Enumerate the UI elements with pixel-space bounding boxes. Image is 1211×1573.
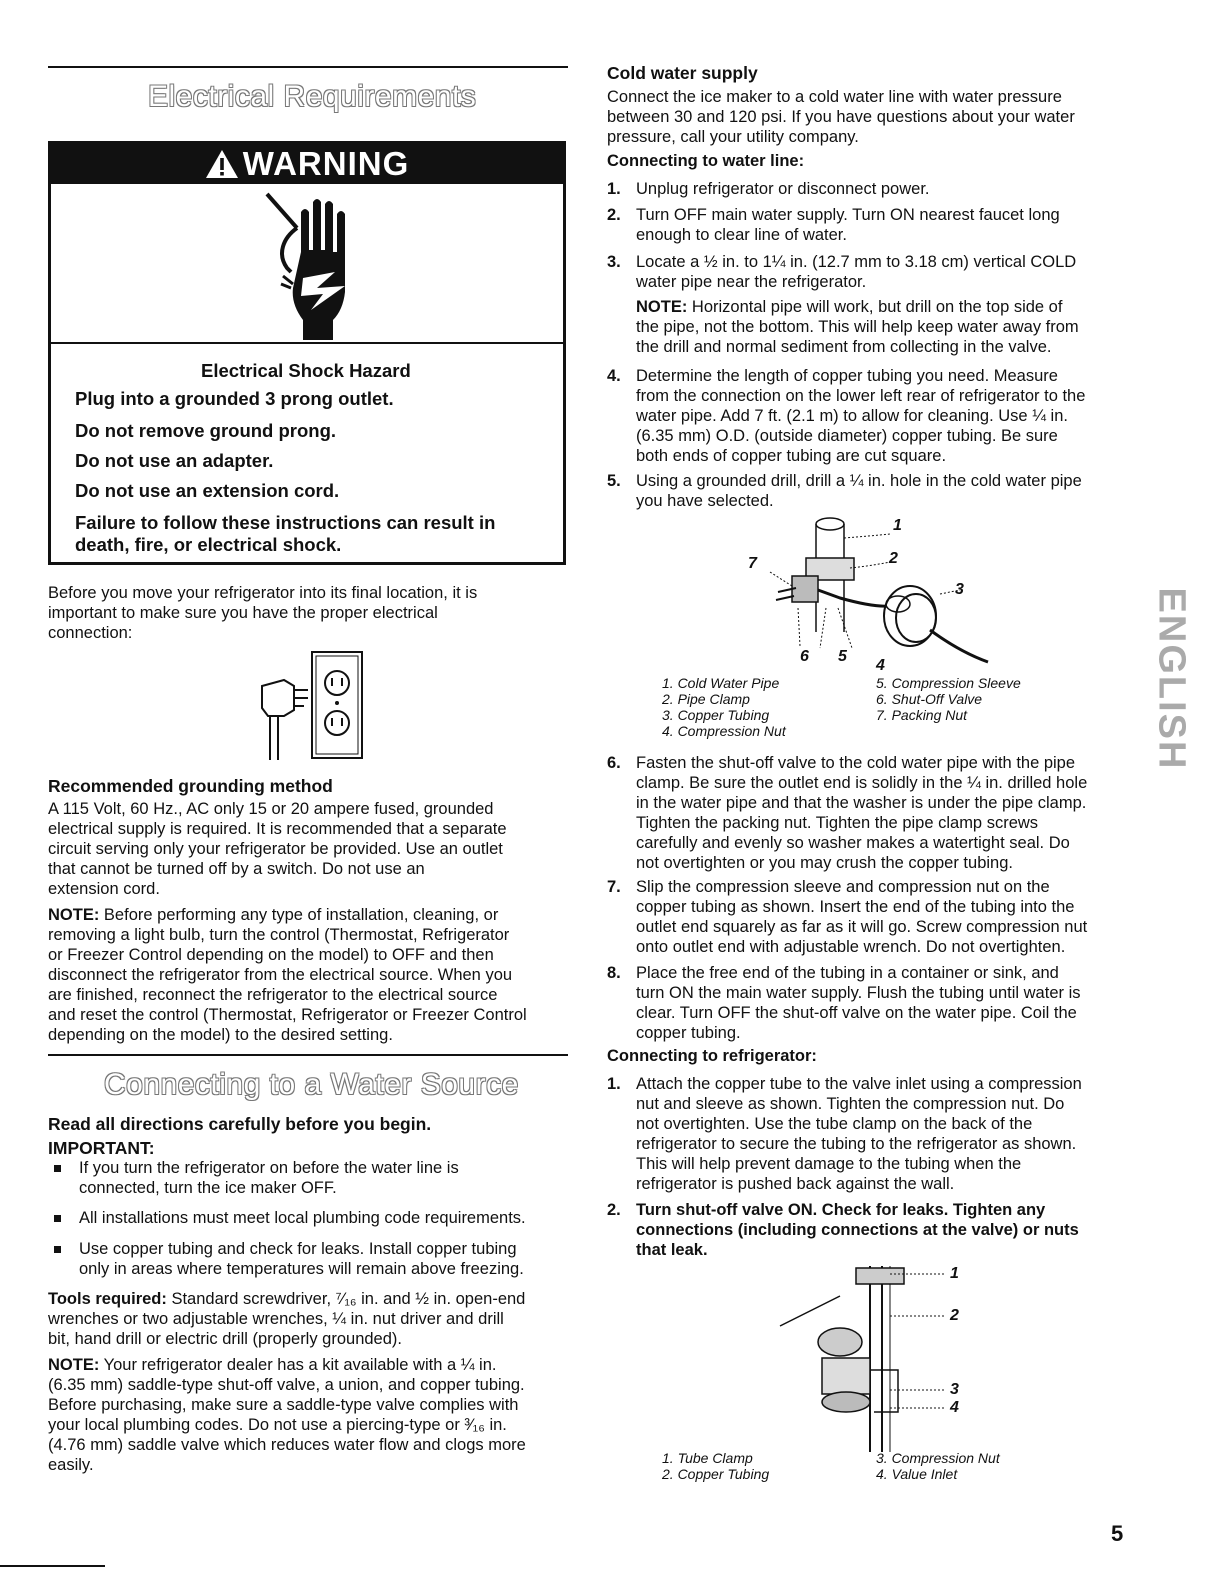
bullet-item [79,1158,459,1198]
warning-triangle-icon [205,149,239,179]
step-text [636,753,1087,873]
caption-line: 4. Compression Nut [662,723,786,739]
text-line: A 115 Volt, 60 Hz., AC only 15 or 20 ampere fused, grounded [48,800,494,818]
step-text [636,252,1076,292]
important-label: IMPORTANT: [48,1138,155,1158]
fig2-callout-number: 1 [950,1265,959,1282]
caption-line: 5. Compression Sleeve [876,675,1021,691]
electrical-note [48,905,527,1045]
fig1-captions-left [662,675,786,739]
step-text [636,1074,1082,1194]
text-line: Turn shut-off valve ON. Check for leaks. Tighten any [636,1201,1046,1219]
text-line [48,1289,525,1309]
text-line: Fasten the shut-off valve to the cold water pipe with the pipe [636,754,1076,772]
shutoff-valve-diagram [740,512,1020,672]
text-line: Using a grounded drill, drill a ¼ in. hole in the cold water pipe [636,472,1082,490]
bullet-item [79,1208,526,1228]
connecting-water-line-heading: Connecting to water line: [607,152,805,170]
step-number: 8. [607,964,621,982]
text-line: copper tubing. [636,1024,741,1042]
electrical-title: Electrical Requirements [148,80,477,113]
text-line: easily. [48,1456,94,1474]
text-line: depending on the model) to the desired setting. [48,1026,393,1044]
text-line: connections (including connections at the valve) or nuts [636,1221,1079,1239]
water-source-title: Connecting to a Water Source [104,1068,519,1101]
fig1-callout-number: 2 [889,550,898,567]
fig2-captions-right [876,1450,1000,1482]
step-number: 7. [607,878,621,896]
section-rule [48,1054,568,1056]
fig1-callout-number: 3 [955,581,964,598]
text-line: extension cord. [48,880,160,898]
step-text [636,963,1081,1043]
text-line: removing a light bulb, turn the control (Thermostat, Refrigerator [48,926,510,944]
fig1-captions-right [876,675,1021,723]
step-text [636,366,1085,466]
text-span: Standard screwdriver, ⁷⁄₁₆ in. and ½ in. open-end [166,1290,526,1308]
text-line: electrical supply is required. It is recommended that a separate [48,820,507,838]
electrical-intro [48,583,477,643]
text-line [48,905,527,925]
caption-line: 4. Value Inlet [876,1466,958,1482]
note-label: NOTE: [48,906,100,924]
text-line: All installations must meet local plumbing code requirements. [79,1209,526,1227]
fig2-callout-number: 2 [950,1307,959,1324]
fig1-callout-number: 6 [800,648,809,665]
text-line: enough to clear line of water. [636,226,847,244]
text-line: Slip the compression sleeve and compression nut on the [636,878,1050,896]
caption-line: 1. Cold Water Pipe [662,675,780,691]
text-line: (4.76 mm) saddle valve which reduces water flow and clogs more [48,1436,526,1454]
text-line: outlet end squarely as far as it will go. Screw compression nut [636,918,1088,936]
text-line: and reset the control (Thermostat, Refrigerator or Freezer Control [48,1006,527,1024]
text-line: copper tubing as shown. Insert the end of the tubing into the [636,898,1075,916]
warning-box [48,141,566,565]
text-line: Tighten the packing nut. Tighten the pipe clamp screws [636,814,1039,832]
hazard-line: Do not use an extension cord. [75,480,340,501]
text-line: from the connection on the lower left rear of refrigerator to the [636,387,1086,405]
tools-required [48,1289,525,1349]
text-line [48,1355,526,1375]
fig1-callout-number: 7 [748,555,757,572]
grounded-outlet-illustration [254,650,366,762]
section-rule [48,66,568,68]
caption-line: 1. Tube Clamp [662,1450,753,1466]
caption-line: 7. Packing Nut [876,707,968,723]
text-line: This will help prevent damage to the tubing when the [636,1155,1022,1173]
warning-header [51,144,563,184]
step3-note [636,297,1079,357]
text-line: important to make sure you have the proper electrical [48,604,438,622]
fig2-callout-number: 3 [950,1381,959,1398]
text-line: bit, hand drill or electric drill (properly grounded). [48,1330,402,1348]
language-side-tab [1150,567,1193,792]
step-number: 3. [607,253,621,271]
text-line: Locate a ½ in. to 1¼ in. (12.7 mm to 3.18 cm) vertical COLD [636,253,1077,271]
text-line: not overtighten or you may crush the copper tubing. [636,854,1013,872]
text-line: Unplug refrigerator or disconnect power. [636,180,930,198]
step-number: 4. [607,367,621,385]
text-line: Place the free end of the tubing in a container or sink, and [636,964,1059,982]
step-text [636,877,1087,957]
cold-water-intro [607,87,1075,147]
text-line: not overtighten. Use the tube clamp on the back of the [636,1115,1033,1133]
text-line: clear. Turn OFF the shut-off valve on the water pipe. Coil the [636,1004,1077,1022]
text-line: Turn OFF main water supply. Turn ON nearest faucet long [636,206,1060,224]
fig1-callout-number: 5 [838,648,847,665]
hazard-consequence: Failure to follow these instructions can result in [75,512,496,533]
hazard-line: Do not remove ground prong. [75,420,337,441]
text-line: connection: [48,624,133,642]
text-line: the pipe, not the bottom. This will help keep water away from [636,318,1079,336]
cold-water-heading: Cold water supply [607,63,758,83]
step-number: 6. [607,754,621,772]
text-line: in the water pipe and that the washer is under the pipe clamp. [636,794,1087,812]
text-line: water pipe. Add 7 ft. (2.1 m) to allow for cleaning. Use ¼ in. [636,407,1068,425]
text-line: Before you move your refrigerator into its final location, it is [48,584,478,602]
text-line: or Freezer Control depending on the model) to OFF and then [48,946,494,964]
caption-line: 6. Shut-Off Valve [876,691,983,707]
hazard-line: Do not use an adapter. [75,450,274,471]
caption-line: 3. Copper Tubing [662,707,770,723]
text-line: refrigerator is pushed back against the wall. [636,1175,955,1193]
text-line: disconnect the refrigerator from the electrical source. When you [48,966,513,984]
text-line: clamp. Be sure the outlet end is solidly in the ¼ in. drilled hole [636,774,1088,792]
bullet-item [79,1239,524,1279]
text-line: pressure, call your utility company. [607,128,859,146]
text-line: turn ON the main water supply. Flush the tubing until water is [636,984,1081,1002]
step-number: 2. [607,1201,621,1219]
text-line: nut and sleeve as shown. Tighten the compression nut. Do [636,1095,1065,1113]
text-line: refrigerator to secure the tubing to the refrigerator as shown. [636,1135,1077,1153]
page-number: 5 [1111,1521,1124,1546]
text-line [636,297,1079,317]
text-line: circuit serving only your refrigerator be provided. Use an outlet [48,840,503,858]
fig1-callout-number: 1 [893,517,902,534]
caption-line: 3. Compression Nut [876,1450,1000,1466]
read-all-heading: Read all directions carefully before you begin. [48,1114,432,1134]
text-line: connected, turn the ice maker OFF. [79,1179,337,1197]
text-line: If you turn the refrigerator on before the water line is [79,1159,459,1177]
electric-shock-hand-icon [257,192,377,342]
fig2-callout-number: 4 [950,1399,959,1416]
warning-divider [51,342,563,344]
note-label: NOTE: [48,1356,100,1374]
text-line: that cannot be turned off by a switch. Do not use an [48,860,425,878]
fig2-captions-left [662,1450,769,1482]
grounding-text [48,799,507,899]
text-span: Before performing any type of installation, cleaning, or [99,906,499,924]
hazard-line: Plug into a grounded 3 prong outlet. [75,388,394,409]
text-line: carefully and evenly so washer makes a watertight seal. Do [636,834,1070,852]
bullet-icon [54,1215,61,1222]
step-number: 5. [607,472,621,490]
fig1-callout-number: 4 [876,657,885,674]
text-line: Before purchasing, make sure a saddle-type valve complies with [48,1396,519,1414]
text-line: (6.35 mm) saddle-type shut-off valve, a union, and copper tubing. [48,1376,525,1394]
step-number: 1. [607,180,621,198]
text-line: Determine the length of copper tubing you need. Measure [636,367,1058,385]
text-line: onto outlet end with adjustable wrench. Do not overtighten. [636,938,1066,956]
text-line: the drill and normal sediment from collecting in the valve. [636,338,1052,356]
text-line: that leak. [636,1241,708,1259]
caption-line: 2. Pipe Clamp [662,691,750,707]
hazard-consequence: death, fire, or electrical shock. [75,534,342,555]
text-line: Attach the copper tube to the valve inlet using a compression [636,1075,1082,1093]
connecting-fridge-heading: Connecting to refrigerator: [607,1047,817,1065]
bullet-icon [54,1246,61,1253]
bullet-icon [54,1165,61,1172]
text-line: Connect the ice maker to a cold water line with water pressure [607,88,1062,106]
text-span: Horizontal pipe will work, but drill on the top side of [687,298,1063,316]
hazard-title: Electrical Shock Hazard [201,360,411,381]
valve-inlet-diagram [770,1262,970,1452]
caption-line: 2. Copper Tubing [662,1466,770,1482]
step-number: 2. [607,206,621,224]
text-span: Your refrigerator dealer has a kit available with a ¼ in. [99,1356,497,1374]
text-line: water pipe near the refrigerator. [636,273,867,291]
text-line: your local plumbing codes. Do not use a piercing-type or ³⁄₁₆ in. [48,1416,507,1434]
step-text [636,179,930,199]
text-line: Use copper tubing and check for leaks. Install copper tubing [79,1240,517,1258]
text-line: between 30 and 120 psi. If you have questions about your water [607,108,1075,126]
tools-label: Tools required: [48,1290,167,1308]
water-note [48,1355,526,1475]
text-line: only in areas where temperatures will remain above freezing. [79,1260,524,1278]
step-text [636,205,1060,245]
text-line: wrenches or two adjustable wrenches, ¼ in. nut driver and drill [48,1310,504,1328]
text-line: are finished, reconnect the refrigerator to the electrical source [48,986,498,1004]
warning-label: WARNING [242,145,410,182]
side-tab-label: ENGLISH [1150,587,1193,771]
footer-mark [0,1565,105,1567]
note-label: NOTE: [636,298,688,316]
text-line: (6.35 mm) O.D. (outside diameter) copper tubing. Be sure [636,427,1058,445]
grounding-heading: Recommended grounding method [48,776,333,796]
step-number: 1. [607,1075,621,1093]
step-text [636,1200,1079,1260]
text-line: both ends of copper tubing are cut square. [636,447,947,465]
step-text [636,471,1082,511]
text-line: you have selected. [636,492,774,510]
